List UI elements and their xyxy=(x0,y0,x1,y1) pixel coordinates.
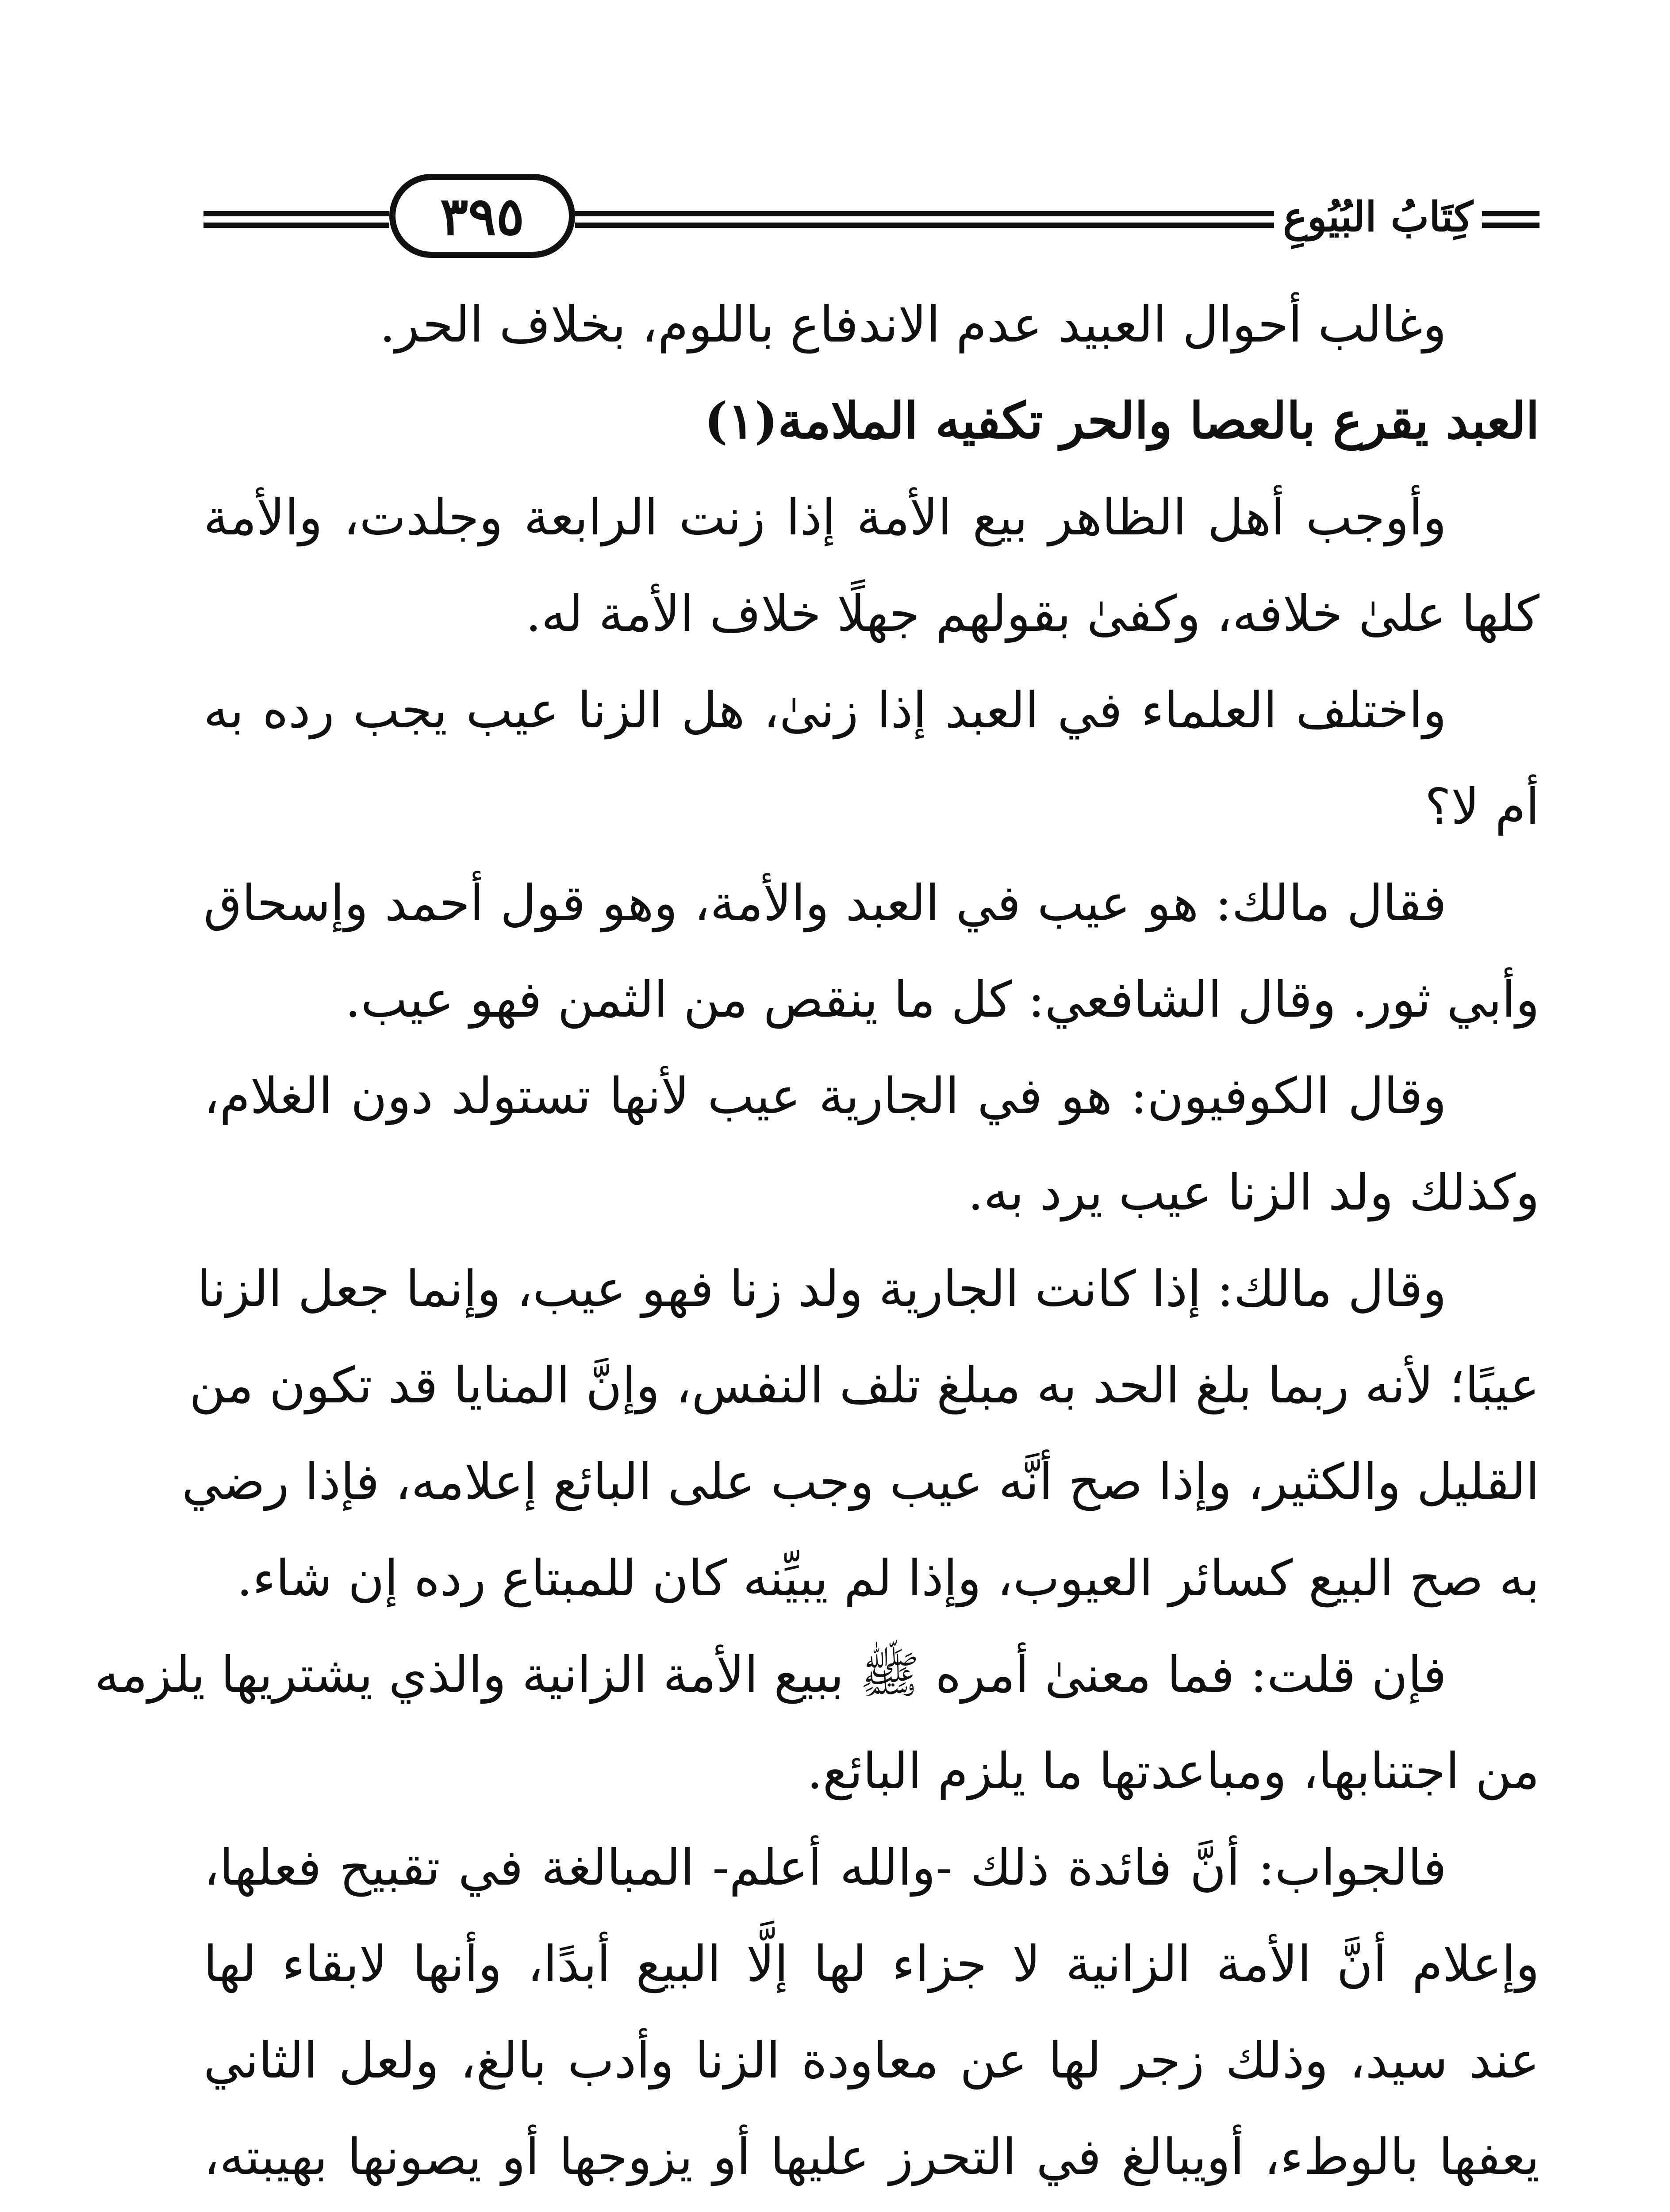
text-line: كلها علىٰ خلافه، وكفىٰ بقولهم جهلًا خلاف الأمة له. xyxy=(525,585,1539,643)
text-line: واختلف العلماء في العبد إذا زنىٰ، هل الزنا عيب يجب رده به xyxy=(203,682,1447,739)
text-line: عند سيد، وذلك زجر لها عن معاودة الزنا وأدب بالغ، ولعل الثاني xyxy=(203,2032,1539,2089)
header-rule xyxy=(1482,211,1539,216)
text-line: وغالب أحوال العبيد عدم الاندفاع باللوم، بخلاف الحر. xyxy=(379,296,1447,353)
text-line: فالجواب: أنَّ فائدة ذلك -والله أعلم- المبالغة في تقبيح فعلها، xyxy=(203,1839,1447,1897)
page-number: ٣٩٥ xyxy=(440,185,525,247)
running-header xyxy=(203,170,1539,263)
text-line: من اجتنابها، ومباعدتها ما يلزم البائع. xyxy=(807,1743,1539,1800)
text-line: وأوجب أهل الظاهر بيع الأمة إذا زنت الرابعة وجلدت، والأمة xyxy=(203,489,1447,546)
header-rule xyxy=(575,223,1274,228)
text-line: وقال الكوفيون: هو في الجارية عيب لأنها تستولد دون الغلام، xyxy=(203,1068,1447,1125)
header-rule xyxy=(1482,223,1539,228)
text-line xyxy=(203,2205,1539,2212)
header-rule xyxy=(203,223,389,228)
text-line: فقال مالك: هو عيب في العبد والأمة، وهو قول أحمد وإسحاق xyxy=(203,875,1447,932)
text-line: به صح البيع كسائر العيوب، وإذا لم يبيِّنه كان للمبتاع رده إن شاء. xyxy=(236,1550,1539,1607)
text-line: القليل والكثير، وإذا صح أنَّه عيب وجب على البائع إعلامه، فإذا رضي xyxy=(181,1453,1539,1511)
text-line: عيبًا؛ لأنه ربما بلغ الحد به مبلغ تلف النفس، وإنَّ المنايا قد تكون من xyxy=(189,1357,1539,1414)
text-line: فإن قلت: فما معنىٰ أمره ﷺ ببيع الأمة الزانية والذي يشتريها يلزمه xyxy=(94,1646,1447,1704)
text-line: وأبي ثور. وقال الشافعي: كل ما ينقص من الثمن فهو عيب. xyxy=(345,971,1539,1029)
page-number-badge xyxy=(389,174,575,258)
header-rule xyxy=(575,211,1274,216)
text-line: وكذلك ولد الزنا عيب يرد به. xyxy=(967,1164,1539,1221)
text-line: أم لا؟ xyxy=(1424,778,1539,836)
text-line: يعفها بالوطء، أويبالغ في التحرز عليها أو يزوجها أو يصونها بهيبته، xyxy=(203,2128,1539,2186)
chapter-title: كِتَابُ البُيُوعِ xyxy=(1283,193,1473,241)
body-text xyxy=(94,276,1539,2212)
text-line: وقال مالك: إذا كانت الجارية ولد زنا فهو عيب، وإنما جعل الزنا xyxy=(197,1260,1447,1318)
verse-line: العبد يقرع بالعصا والحر تكفيه الملامة(١) xyxy=(704,392,1539,450)
text-line: وإعلام أنَّ الأمة الزانية لا جزاء لها إلَّا البيع أبدًا، وأنها لابقاء لها xyxy=(203,1936,1539,1993)
header-rule xyxy=(203,211,389,216)
